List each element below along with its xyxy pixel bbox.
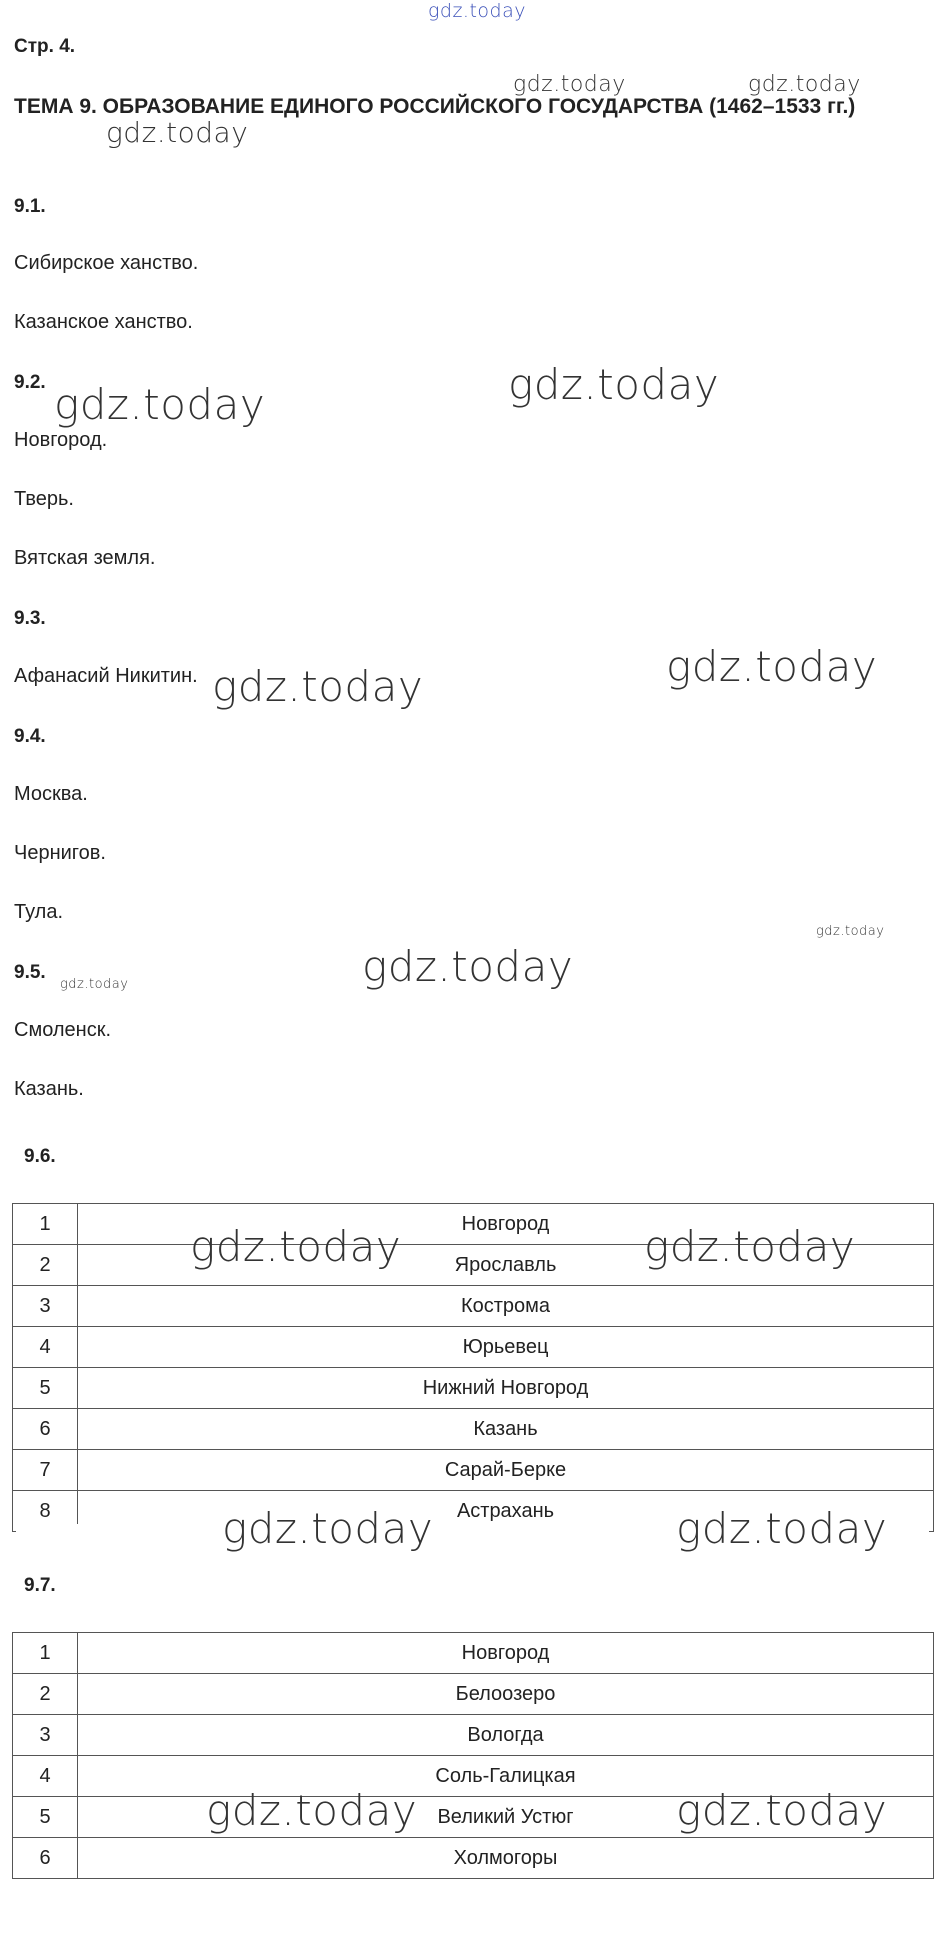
- row-number: 5: [13, 1797, 78, 1838]
- topic-title: ТЕМА 9. ОБРАЗОВАНИЕ ЕДИНОГО РОССИЙСКОГО ГОСУДАРСТВА (1462–1533 гг.): [14, 95, 856, 118]
- section-label-9-6: 9.6.: [24, 1146, 56, 1167]
- table-row: [13, 1633, 934, 1674]
- row-number: 4: [13, 1327, 78, 1368]
- answer-9-1-1: Сибирское ханство.: [14, 252, 199, 274]
- answer-9-4-2: Чернигов.: [14, 842, 106, 864]
- table-row: [13, 1450, 934, 1491]
- row-number: 4: [13, 1756, 78, 1797]
- row-number: 1: [13, 1633, 78, 1674]
- watermark: gdz.today: [222, 1504, 434, 1553]
- watermark: gdz.today: [644, 1222, 856, 1271]
- watermark: gdz.today: [508, 360, 720, 409]
- watermark: gdz.today: [206, 1786, 418, 1835]
- answer-9-5-1: Смоленск.: [14, 1019, 112, 1041]
- city-name: Кострома: [78, 1286, 934, 1327]
- table-row: [13, 1715, 934, 1756]
- answer-9-4-3: Тула.: [14, 901, 64, 923]
- watermark: gdz.today: [676, 1786, 888, 1835]
- row-number: 6: [13, 1838, 78, 1879]
- city-name: Астрахань: [78, 1491, 934, 1532]
- watermark: gdz.today: [190, 1222, 402, 1271]
- answer-9-2-3: Вятская земля.: [14, 547, 156, 569]
- watermark: gdz.today: [666, 642, 878, 691]
- watermark: gdz.today: [362, 942, 574, 991]
- section-label-9-2: 9.2.: [14, 372, 46, 393]
- city-name: Казань: [78, 1409, 934, 1450]
- page-label: Стр. 4.: [14, 36, 76, 57]
- city-name: Холмогоры: [78, 1838, 934, 1879]
- answer-9-1-2: Казанское ханство.: [14, 311, 193, 333]
- section-label-9-1: 9.1.: [14, 196, 46, 217]
- section-label-9-5: 9.5.: [14, 962, 46, 983]
- table-row: [13, 1674, 934, 1715]
- watermark: gdz.today: [60, 977, 129, 992]
- answer-9-2-1: Новгород.: [14, 429, 108, 451]
- city-name: Соль-Галицкая: [78, 1756, 934, 1797]
- row-number: 6: [13, 1409, 78, 1450]
- section-label-9-3: 9.3.: [14, 608, 46, 629]
- row-number: 3: [13, 1715, 78, 1756]
- answer-9-4-1: Москва.: [14, 783, 88, 805]
- table-row: [13, 1286, 934, 1327]
- city-name: Новгород: [78, 1204, 934, 1245]
- watermark: gdz.today: [676, 1504, 888, 1553]
- section-label-9-7: 9.7.: [24, 1575, 56, 1596]
- answer-9-5-2: Казань.: [14, 1078, 84, 1100]
- row-number: 1: [13, 1204, 78, 1245]
- table-row: [13, 1838, 934, 1879]
- watermark: gdz.today: [212, 662, 424, 711]
- row-number: 2: [13, 1245, 78, 1286]
- row-number: 2: [13, 1674, 78, 1715]
- row-number: 8: [13, 1491, 78, 1532]
- row-number: 3: [13, 1286, 78, 1327]
- row-number: 7: [13, 1450, 78, 1491]
- watermark: gdz.today: [54, 380, 266, 429]
- table-row: [13, 1368, 934, 1409]
- city-name: Сарай-Берке: [78, 1450, 934, 1491]
- city-name: Великий Устюг: [78, 1797, 934, 1838]
- watermark: gdz.today: [428, 0, 526, 22]
- watermark: gdz.today: [816, 924, 885, 939]
- city-name: Ярославль: [78, 1245, 934, 1286]
- table-9-7: [12, 1632, 934, 1879]
- city-name: Новгород: [78, 1633, 934, 1674]
- watermark: gdz.today: [748, 72, 861, 97]
- city-name: Вологда: [78, 1715, 934, 1756]
- city-name: Юрьевец: [78, 1327, 934, 1368]
- watermark: gdz.today: [106, 116, 249, 149]
- city-name: Нижний Новгород: [78, 1368, 934, 1409]
- table-row: [13, 1409, 934, 1450]
- row-number: 5: [13, 1368, 78, 1409]
- city-name: Белоозеро: [78, 1674, 934, 1715]
- section-label-9-4: 9.4.: [14, 726, 46, 747]
- answer-9-3-1: Афанасий Никитин.: [14, 665, 198, 687]
- watermark: gdz.today: [513, 72, 626, 97]
- table-row: [13, 1327, 934, 1368]
- answer-9-2-2: Тверь.: [14, 488, 74, 510]
